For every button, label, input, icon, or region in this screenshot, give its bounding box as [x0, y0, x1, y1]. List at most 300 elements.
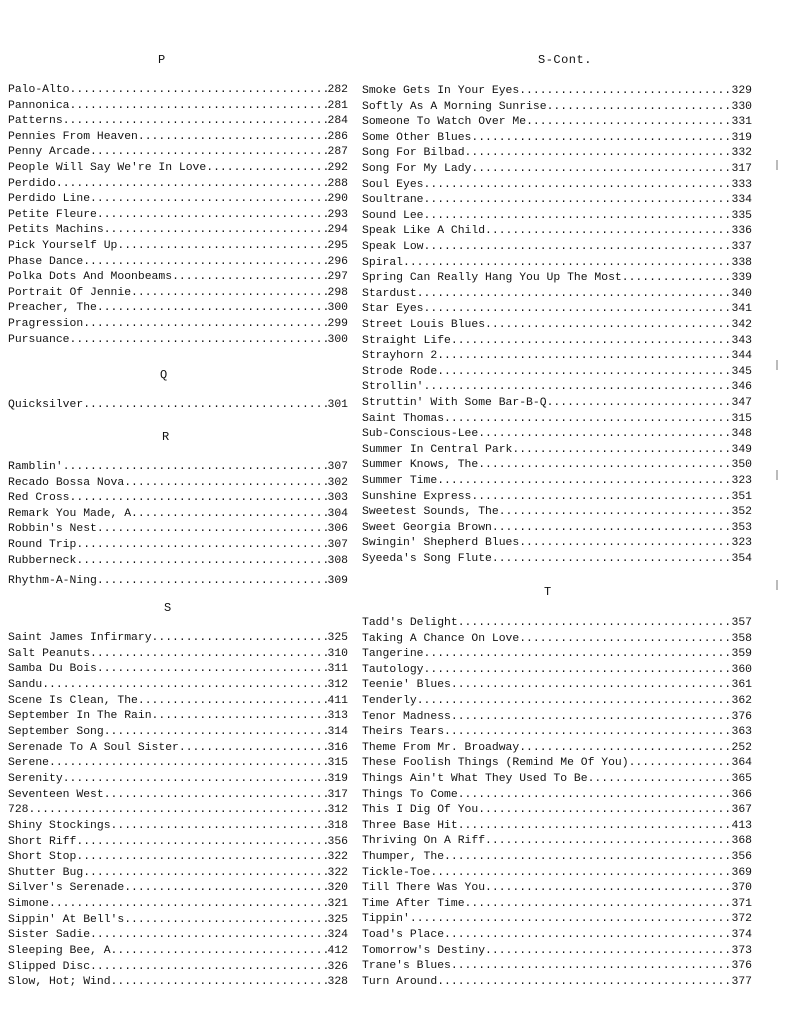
dot-leader	[424, 663, 732, 679]
entry-title: Rubberneck	[8, 554, 77, 567]
index-entry	[362, 678, 752, 694]
dot-leader	[444, 412, 731, 428]
index-entry	[8, 554, 348, 570]
entry-title: Song For My Lady	[362, 163, 472, 175]
index-entry	[362, 725, 752, 741]
entry-title: People Will Say We're In Love	[8, 162, 207, 174]
entry-page-number: 353	[731, 521, 752, 534]
dot-leader	[131, 286, 327, 302]
dot-leader	[471, 490, 731, 506]
dot-leader	[424, 178, 732, 194]
index-entry	[362, 349, 752, 365]
entry-page-number: 337	[731, 241, 752, 253]
index-entry	[362, 552, 752, 568]
entry-page-number: 317	[327, 788, 348, 801]
dot-leader	[179, 741, 328, 757]
index-entry	[362, 146, 752, 162]
entry-page-number: 328	[327, 976, 348, 989]
entry-page-number: 343	[731, 334, 752, 347]
entry-page-number: 322	[327, 866, 348, 879]
entry-page-number: 346	[731, 381, 752, 394]
entry-page-number: 362	[731, 695, 752, 707]
entry-title: These Foolish Things (Remind Me Of You)	[362, 757, 629, 770]
entry-page-number: 336	[731, 225, 752, 238]
entry-title: Simone	[8, 898, 50, 910]
dot-leader	[90, 192, 327, 208]
index-entry	[362, 100, 752, 116]
dot-leader	[519, 741, 731, 757]
entry-title: Polka Dots And Moonbeams	[8, 271, 173, 284]
entry-page-number: 315	[731, 412, 752, 425]
dot-leader	[499, 505, 732, 521]
entry-title: Street Louis Blues	[362, 319, 486, 331]
dot-leader	[63, 772, 328, 788]
entry-title: Pick Yourself Up	[8, 240, 118, 252]
dot-leader	[42, 678, 327, 694]
dot-leader	[63, 114, 328, 130]
entry-title: Rhythm-A-Ning	[8, 575, 97, 588]
index-entry	[8, 835, 348, 851]
entry-page-number: 341	[731, 303, 752, 316]
index-entry	[8, 177, 348, 193]
entry-page-number: 364	[731, 757, 752, 770]
entry-title: Serene	[8, 757, 50, 770]
section-heading: P	[158, 53, 166, 67]
dot-leader	[437, 975, 731, 991]
entry-title: Sister Sadie	[8, 929, 91, 942]
index-entry	[8, 255, 348, 271]
entry-title: Scene Is Clean, The	[8, 694, 138, 707]
entry-title: Serenade To A Soul Sister	[8, 741, 179, 754]
dot-leader	[492, 521, 732, 537]
dot-leader	[124, 913, 327, 929]
dot-leader	[76, 850, 327, 866]
index-entry	[8, 460, 348, 476]
entry-page-number: 306	[327, 523, 348, 536]
index-entry	[8, 803, 348, 819]
index-entry	[8, 788, 348, 804]
dot-leader	[424, 240, 732, 256]
entry-page-number: 412	[327, 945, 348, 957]
index-entry	[362, 115, 752, 131]
entry-page-number: 311	[327, 663, 348, 676]
index-entry	[8, 850, 348, 866]
entry-title: Silver's Serenade	[8, 882, 125, 895]
dot-leader	[471, 162, 731, 178]
entry-title: September Song	[8, 725, 104, 738]
entry-page-number: 333	[731, 178, 752, 191]
dot-leader	[403, 256, 731, 272]
entry-page-number: 334	[731, 194, 752, 207]
entry-title: Things To Come	[362, 788, 458, 801]
entry-title: Round Trip	[8, 539, 77, 551]
index-entry	[362, 912, 752, 928]
entry-title: Strode Rode	[362, 365, 438, 378]
entry-page-number: 286	[327, 130, 348, 143]
dot-leader	[424, 209, 732, 225]
entry-title: Tenor Madness	[362, 710, 451, 723]
dot-leader	[485, 881, 731, 897]
entry-title: Saint Thomas	[362, 412, 445, 425]
index-entry	[362, 490, 752, 506]
entry-title: Recado Bossa Nova	[8, 476, 125, 489]
scan-mark	[776, 580, 778, 590]
dot-leader	[83, 398, 327, 414]
dot-leader	[76, 835, 327, 851]
dot-leader	[478, 427, 731, 443]
index-entry	[362, 710, 752, 726]
dot-leader	[90, 647, 327, 663]
index-entry	[362, 897, 752, 913]
entry-title: Saint James Infirmary	[8, 632, 152, 644]
entry-title: Speak Like A Child	[362, 225, 486, 238]
index-entry	[8, 317, 348, 333]
entry-page-number: 300	[327, 333, 348, 346]
index-entry	[8, 819, 348, 835]
index-entry	[362, 287, 752, 303]
entry-title: Summer Knows, The	[362, 459, 479, 472]
entry-title: Seventeen West	[8, 788, 104, 801]
entry-page-number: 313	[327, 710, 348, 723]
index-entry	[8, 161, 348, 177]
index-entry	[362, 663, 752, 679]
entry-page-number: 308	[327, 554, 348, 567]
entry-page-number: 319	[327, 772, 348, 785]
entry-page-number: 345	[731, 365, 752, 378]
index-entry	[8, 208, 348, 224]
entry-page-number: 359	[731, 648, 752, 661]
dot-leader	[492, 552, 732, 568]
entry-title: Tenderly	[362, 695, 417, 707]
entry-title: Summer In Central Park	[362, 443, 513, 456]
entry-page-number: 310	[327, 647, 348, 660]
dot-leader	[70, 491, 328, 507]
entry-title: Tangerine	[362, 648, 424, 661]
entry-title: September In The Rain	[8, 710, 152, 723]
dot-leader	[131, 507, 327, 523]
entry-page-number: 356	[327, 835, 348, 848]
entry-page-number: 299	[327, 318, 348, 330]
entry-title: Sound Lee	[362, 209, 424, 222]
index-entry	[362, 756, 752, 772]
index-entry	[362, 396, 752, 412]
entry-title: Three Base Hit	[362, 819, 458, 832]
dot-leader	[70, 99, 328, 115]
index-entry	[8, 678, 348, 694]
entry-title: Patterns	[8, 115, 63, 128]
dot-leader	[76, 554, 327, 570]
index-entry	[8, 897, 348, 913]
index-entry	[362, 458, 752, 474]
entry-page-number: 377	[731, 975, 752, 988]
dot-leader	[424, 302, 732, 318]
index-entry	[8, 130, 348, 146]
dot-leader	[458, 819, 732, 835]
dot-leader	[152, 631, 328, 647]
dot-leader	[97, 208, 328, 224]
entry-title: Short Riff	[8, 835, 77, 848]
index-entry	[8, 239, 348, 255]
entry-page-number: 339	[731, 272, 752, 285]
index-entry	[8, 741, 348, 757]
entry-title: Speak Low	[362, 241, 424, 253]
entry-title: Petits Machins	[8, 224, 104, 237]
index-entry	[8, 709, 348, 725]
index-entry	[8, 574, 348, 590]
index-entry	[362, 224, 752, 240]
entry-page-number: 323	[731, 537, 752, 550]
entry-title: Sweet Georgia Brown	[362, 521, 492, 534]
dot-leader	[90, 145, 327, 161]
entry-title: Syeeda's Song Flute	[362, 553, 492, 565]
entry-page-number: 303	[327, 492, 348, 505]
index-entry	[362, 536, 752, 552]
section-heading: S-Cont.	[538, 53, 592, 67]
entry-title: Someone To Watch Over Me	[362, 116, 527, 129]
entry-page-number: 372	[731, 913, 752, 926]
index-entry	[362, 616, 752, 632]
entry-title: Phase Dance	[8, 255, 84, 268]
entry-page-number: 298	[327, 286, 348, 299]
entry-title: Tadd's Delight	[362, 617, 458, 629]
entry-page-number: 365	[731, 773, 752, 785]
index-entry	[362, 334, 752, 350]
scan-mark	[776, 160, 778, 170]
index-entry	[8, 301, 348, 317]
dot-leader	[465, 146, 732, 162]
index-entry	[8, 928, 348, 944]
dot-leader	[97, 662, 328, 678]
entry-title: Petite Fleure	[8, 208, 97, 221]
entry-page-number: 318	[327, 819, 348, 832]
entry-page-number: 360	[731, 663, 752, 676]
entry-page-number: 348	[731, 428, 752, 441]
entry-title: Spring Can Really Hang You Up The Most	[362, 272, 622, 285]
index-entry	[8, 522, 348, 538]
entry-page-number: 354	[731, 553, 752, 565]
dot-leader	[83, 255, 327, 271]
dot-leader	[444, 928, 731, 944]
dot-leader	[485, 944, 731, 960]
dot-leader	[70, 333, 328, 349]
entry-page-number: 304	[327, 507, 348, 520]
index-entry	[8, 772, 348, 788]
section-heading: R	[162, 430, 170, 444]
entry-page-number: 326	[327, 960, 348, 973]
entry-page-number: 349	[731, 443, 752, 456]
entry-page-number: 320	[327, 882, 348, 895]
dot-leader	[465, 897, 732, 913]
entry-page-number: 344	[731, 350, 752, 363]
index-entry	[362, 834, 752, 850]
dot-leader	[152, 709, 328, 725]
entry-page-number: 316	[327, 741, 348, 754]
entry-page-number: 368	[731, 835, 752, 848]
entry-title: Tippin'	[362, 913, 410, 926]
dot-leader	[437, 349, 731, 365]
scan-mark	[776, 360, 778, 370]
entry-page-number: 325	[327, 913, 348, 926]
index-entry	[362, 474, 752, 490]
entry-title: Toad's Place	[362, 929, 445, 941]
dot-leader	[458, 788, 732, 804]
entry-page-number: 363	[731, 726, 752, 739]
dot-leader	[519, 536, 731, 552]
entry-page-number: 315	[327, 757, 348, 770]
index-entry	[8, 333, 348, 349]
index-entry	[8, 286, 348, 302]
dot-leader	[451, 678, 732, 694]
entry-title: Palo-Alto	[8, 84, 70, 96]
dot-leader	[138, 694, 328, 710]
index-entry	[362, 365, 752, 381]
entry-title: Preacher, The	[8, 302, 97, 315]
index-entry	[362, 240, 752, 256]
index-entry	[362, 193, 752, 209]
dot-leader	[471, 131, 731, 147]
entry-title: Pennies From Heaven	[8, 130, 138, 143]
dot-leader	[629, 756, 732, 772]
entry-title: Sleeping Bee, A	[8, 945, 111, 957]
dot-leader	[63, 460, 328, 476]
entry-page-number: 374	[731, 929, 752, 941]
index-entry	[8, 83, 348, 99]
dot-leader	[451, 959, 732, 975]
dot-leader	[478, 803, 731, 819]
entry-title: Tautology	[362, 663, 424, 676]
dot-leader	[478, 458, 731, 474]
index-entry	[362, 647, 752, 663]
entry-page-number: 300	[327, 302, 348, 315]
entry-title: Perdido Line	[8, 193, 91, 206]
entry-title: Short Stop	[8, 851, 77, 864]
index-entry	[8, 398, 348, 414]
entry-page-number: 322	[327, 851, 348, 864]
entry-page-number: 296	[327, 255, 348, 268]
entry-page-number: 369	[731, 866, 752, 879]
index-entry	[8, 944, 348, 960]
entry-page-number: 330	[731, 100, 752, 113]
dot-leader	[485, 224, 731, 240]
index-entry	[8, 476, 348, 492]
entry-title: Pannonica	[8, 99, 70, 112]
entry-title: Spiral	[362, 256, 404, 269]
dot-leader	[124, 881, 327, 897]
index-entry	[8, 507, 348, 523]
dot-leader	[83, 317, 327, 333]
dot-leader	[124, 476, 327, 492]
entry-title: Pursuance	[8, 333, 70, 346]
entry-title: Theirs Tears	[362, 726, 445, 739]
index-entry	[8, 960, 348, 976]
entry-page-number: 332	[731, 147, 752, 160]
index-entry	[8, 881, 348, 897]
entry-title: Salt Peanuts	[8, 647, 91, 660]
entry-page-number: 290	[327, 193, 348, 206]
entry-page-number: 329	[731, 85, 752, 97]
entry-title: Penny Arcade	[8, 146, 91, 159]
dot-leader	[547, 396, 732, 412]
entry-title: Trane's Blues	[362, 960, 451, 973]
index-entry	[8, 491, 348, 507]
index-entry	[362, 302, 752, 318]
section-heading: Q	[160, 368, 168, 382]
dot-leader	[519, 84, 731, 100]
dot-leader	[172, 270, 327, 286]
entry-page-number: 292	[327, 162, 348, 174]
entry-title: Some Other Blues	[362, 131, 472, 144]
entry-title: Summer Time	[362, 475, 438, 487]
entry-page-number: 373	[731, 944, 752, 957]
entry-page-number: 335	[731, 209, 752, 222]
entry-title: Remark You Made, A	[8, 507, 132, 520]
dot-leader	[111, 975, 328, 991]
entry-page-number: 293	[327, 208, 348, 221]
dot-leader	[458, 616, 732, 632]
dot-leader	[424, 193, 732, 209]
entry-page-number: 413	[731, 819, 752, 832]
entry-title: Strayhorn 2	[362, 350, 438, 363]
entry-page-number: 317	[731, 163, 752, 175]
entry-title: Ramblin'	[8, 461, 63, 473]
entry-title: Sweetest Sounds, The	[362, 506, 499, 519]
index-entry	[362, 944, 752, 960]
index-entry	[362, 256, 752, 272]
dot-leader	[526, 115, 731, 131]
index-entry	[362, 162, 752, 178]
index-entry	[362, 881, 752, 897]
entry-page-number: 351	[731, 490, 752, 503]
dot-leader	[97, 301, 328, 317]
index-entry	[8, 145, 348, 161]
dot-leader	[117, 239, 327, 255]
entry-title: Things Ain't What They Used To Be	[362, 773, 588, 785]
entry-page-number: 294	[327, 224, 348, 237]
index-entry	[362, 521, 752, 537]
entry-page-number: 352	[731, 506, 752, 519]
index-entry	[362, 632, 752, 648]
entry-page-number: 301	[327, 399, 348, 411]
entry-page-number: 281	[327, 99, 348, 112]
dot-leader	[97, 522, 328, 538]
dot-leader	[111, 944, 328, 960]
dot-leader	[70, 83, 328, 99]
entry-title: Sunshine Express	[362, 490, 472, 503]
entry-page-number: 347	[731, 397, 752, 409]
index-entry	[362, 772, 752, 788]
entry-title: Portrait Of Jennie	[8, 286, 132, 299]
dot-leader	[29, 803, 328, 819]
entry-title: 728	[8, 804, 29, 817]
dot-leader	[424, 380, 732, 396]
entry-page-number: 358	[731, 632, 752, 645]
entry-title: Sippin' At Bell's	[8, 913, 125, 926]
entry-page-number: 302	[327, 476, 348, 489]
dot-leader	[451, 710, 732, 726]
entry-title: Softly As A Morning Sunrise	[362, 100, 547, 113]
entry-page-number: 295	[327, 240, 348, 252]
entry-title: Struttin' With Some Bar-B-Q	[362, 397, 547, 409]
entry-title: Sandu	[8, 679, 43, 691]
index-entry	[362, 505, 752, 521]
entry-page-number: 376	[731, 960, 752, 973]
index-entry	[362, 178, 752, 194]
entry-title: Strollin'	[362, 381, 424, 394]
entry-page-number: 411	[327, 694, 348, 707]
entry-title: Till There Was You	[362, 882, 486, 895]
dot-leader	[512, 443, 731, 459]
entry-page-number: 319	[731, 131, 752, 144]
